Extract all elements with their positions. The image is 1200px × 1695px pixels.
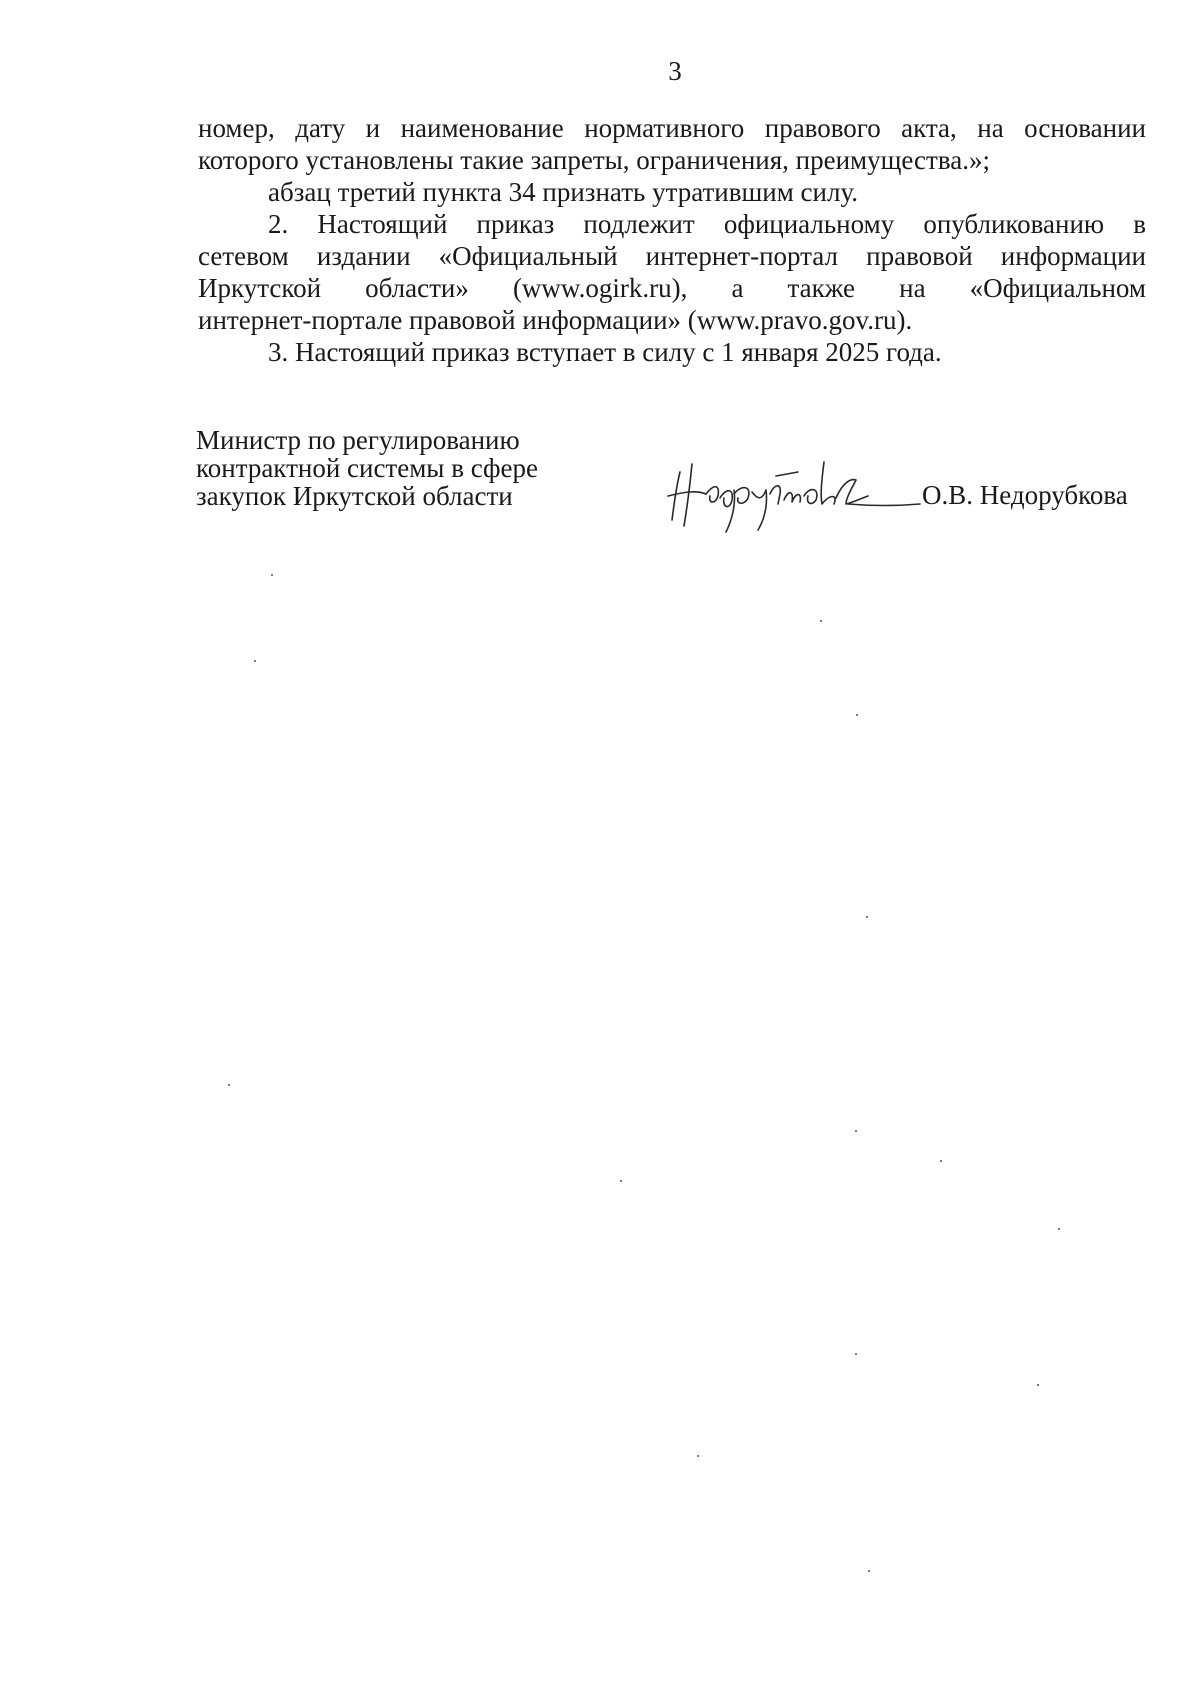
scan-speck (856, 714, 858, 716)
scan-speck (855, 1130, 857, 1132)
text-line: номер, дату и наименование нормативного правового акта, на основании (198, 113, 1146, 143)
scan-speck (697, 1455, 699, 1457)
text-line: 2. Настоящий приказ подлежит официальному опубликованию в (268, 209, 1146, 239)
position-line: контрактной системы в сфере (196, 453, 538, 483)
scan-speck (868, 1570, 870, 1572)
scan-speck (620, 1180, 622, 1182)
text-line: интернет-портале правовой информации» (www.pravo.gov.ru). (198, 305, 913, 335)
handwritten-signature (662, 454, 924, 536)
page-number: 3 (668, 56, 682, 86)
text-line: 3. Настоящий приказ вступает в силу с 1 января 2025 года. (268, 337, 942, 367)
position-line: Министр по регулированию (196, 425, 520, 455)
scan-speck (866, 916, 868, 918)
scan-speck (1037, 1384, 1039, 1386)
scan-speck (940, 1160, 942, 1162)
scan-speck (271, 574, 273, 576)
document-body (198, 112, 1146, 368)
signatory-position (196, 426, 538, 510)
paragraph-item-3 (198, 336, 1146, 368)
text-line: сетевом издании «Официальный интернет-портал правовой информации (198, 241, 1146, 271)
scan-speck (1058, 1228, 1060, 1230)
scan-speck (855, 1353, 857, 1355)
scan-speck (228, 1084, 230, 1086)
paragraph-continuation (198, 112, 1146, 176)
text-line: которого установлены такие запреты, ограничения, преимущества.»; (198, 145, 990, 175)
scan-speck (820, 620, 822, 622)
text-line: Иркутской области» (www.ogirk.ru), а также на «Официальном (198, 273, 1146, 303)
text-line: абзац третий пункта 34 признать утратившим силу. (268, 177, 859, 207)
paragraph-item-2 (198, 208, 1146, 336)
paragraph-abzac (198, 176, 1146, 208)
signatory-name: О.В. Недорубкова (922, 480, 1128, 510)
scan-speck (254, 660, 256, 662)
position-line: закупок Иркутской области (196, 481, 513, 511)
